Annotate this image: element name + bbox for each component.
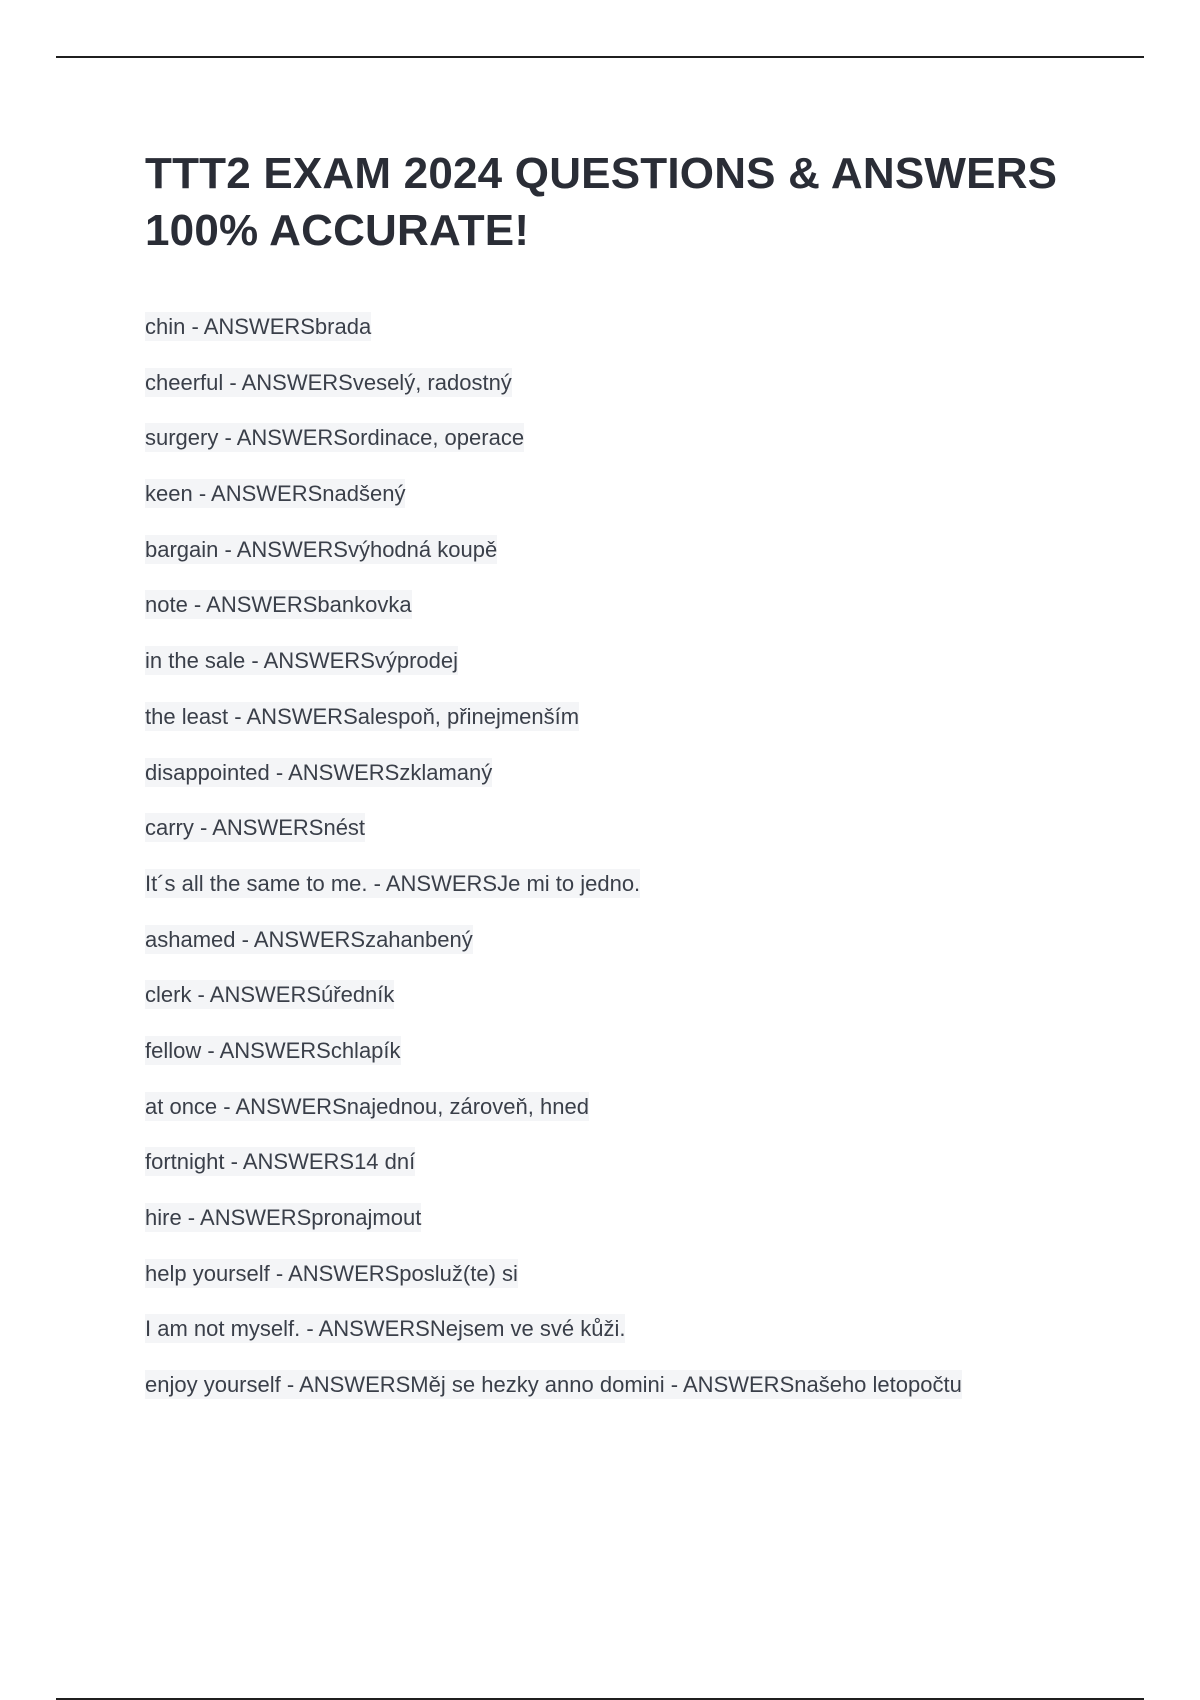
list-item-text: at once - ANSWERSnajednou, zároveň, hned	[145, 1093, 589, 1119]
list-item-text: fortnight - ANSWERS14 dní	[145, 1149, 416, 1175]
list-item	[145, 588, 962, 644]
list-item-text: disappointed - ANSWERSzklamaný	[145, 759, 493, 785]
list-item-text: bargain - ANSWERSvýhodná koupě	[145, 536, 498, 562]
list-item	[145, 1090, 962, 1146]
list-item-text: note - ANSWERSbankovka	[145, 592, 412, 618]
qa-list	[145, 310, 962, 1424]
list-item	[145, 366, 962, 422]
list-item-text: carry - ANSWERSnést	[145, 815, 366, 841]
page-title: TTT2 EXAM 2024 QUESTIONS & ANSWERS 100% ACCURATE!	[145, 149, 1058, 255]
top-rule	[56, 56, 1144, 58]
list-item	[145, 1257, 962, 1313]
list-item	[145, 867, 962, 923]
list-item	[145, 978, 962, 1034]
list-item	[145, 756, 962, 812]
list-item-text: the least - ANSWERSalespoň, přinejmenším	[145, 703, 580, 729]
list-item	[145, 1201, 962, 1257]
list-item	[145, 700, 962, 756]
list-item	[145, 644, 962, 700]
list-item-text: chin - ANSWERSbrada	[145, 314, 372, 339]
list-item	[145, 923, 962, 979]
list-item	[145, 310, 962, 366]
list-item-text: fellow - ANSWERSchlapík	[145, 1037, 401, 1063]
list-item-text: enjoy yourself - ANSWERSMěj se hezky anno domini - ANSWERSnašeho letopočtu	[145, 1372, 962, 1398]
list-item-text: I am not myself. - ANSWERSNejsem ve své kůži.	[145, 1316, 626, 1342]
list-item-text: clerk - ANSWERSúředník	[145, 982, 395, 1008]
list-item-text: hire - ANSWERSpronajmout	[145, 1205, 422, 1230]
list-item-text: cheerful - ANSWERSveselý, radostný	[145, 369, 512, 395]
list-item	[145, 1034, 962, 1090]
list-item-text: surgery - ANSWERSordinace, operace	[145, 425, 525, 451]
list-item-text: It´s all the same to me. - ANSWERSJe mi to jedno.	[145, 870, 641, 896]
list-item	[145, 811, 962, 867]
list-item-text: ashamed - ANSWERSzahanbený	[145, 926, 473, 952]
list-item	[145, 1312, 962, 1368]
list-item-text: help yourself - ANSWERSposluž(te) si	[145, 1260, 518, 1286]
list-item	[145, 533, 962, 589]
list-item	[145, 1368, 962, 1424]
list-item	[145, 421, 962, 477]
list-item	[145, 1145, 962, 1201]
list-item-text: keen - ANSWERSnadšený	[145, 481, 406, 507]
list-item-text: in the sale - ANSWERSvýprodej	[145, 648, 459, 674]
list-item	[145, 477, 962, 533]
